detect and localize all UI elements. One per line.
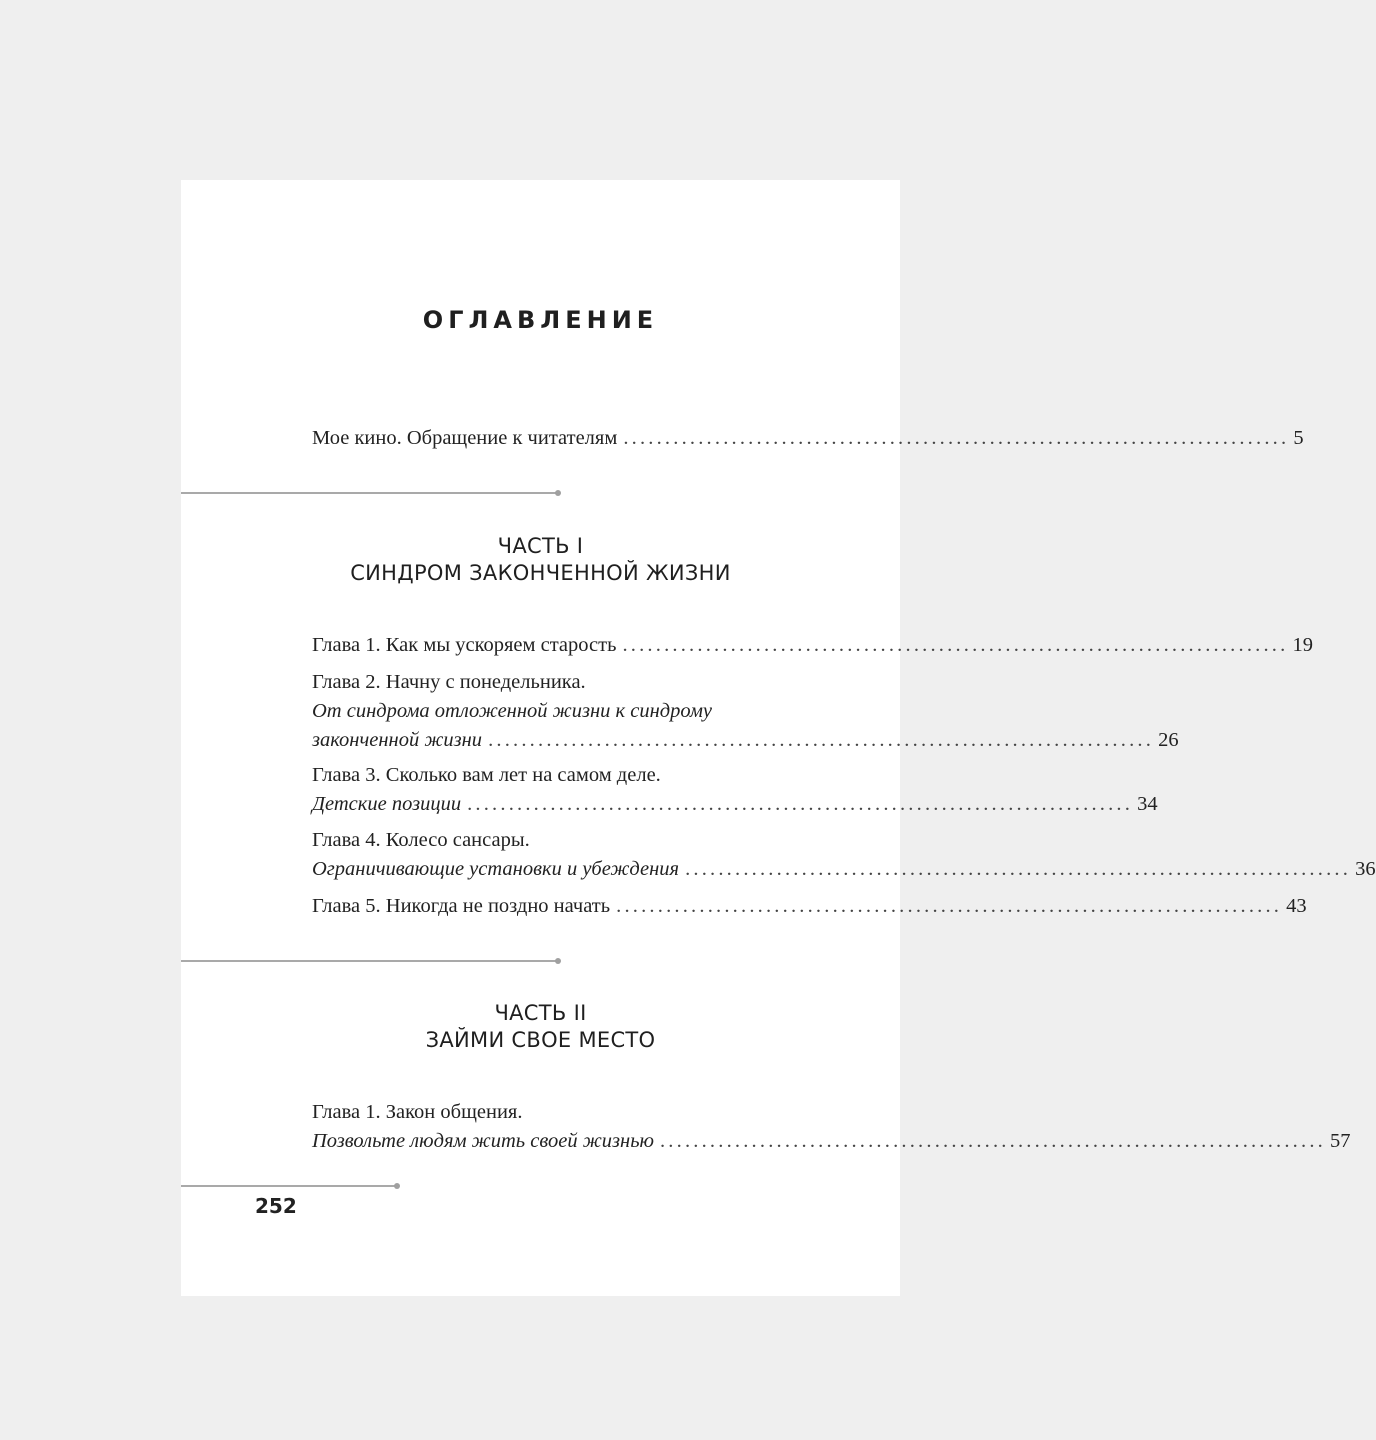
page-number: 252	[255, 1194, 297, 1218]
part-1-name: СИНДРОМ ЗАКОНЧЕННОЙ ЖИЗНИ	[350, 561, 731, 585]
dot-leader: ................................................................................	[616, 895, 1283, 917]
divider	[181, 960, 558, 962]
page-title: ОГЛАВЛЕНИЕ	[422, 306, 659, 334]
entry-page: 34	[1137, 793, 1158, 815]
entry-subtitle: Ограничивающие установки и убеждения	[312, 858, 680, 880]
entry-page: 57	[1329, 1130, 1351, 1152]
toc-entry-p2-ch1	[312, 1098, 1351, 1156]
part-1-heading	[181, 533, 900, 587]
toc-entry-p1-ch1	[312, 631, 1313, 660]
dot-leader: ................................................................................	[467, 793, 1134, 815]
entry-title: Глава 1. Закон общения.	[312, 1101, 523, 1123]
dot-leader: ................................................................................	[488, 729, 1155, 751]
entry-title: Глава 2. Начну с понедельника.	[312, 671, 586, 693]
entry-subtitle: Детские позиции	[312, 793, 462, 815]
entry-title: Мое кино. Обращение к читателям	[312, 427, 618, 449]
toc-entry-p1-ch3	[312, 761, 1158, 819]
part-2-heading	[181, 1000, 900, 1054]
book-page	[181, 180, 1376, 1296]
part-2-name: ЗАЙМИ СВОЕ МЕСТО	[425, 1028, 656, 1052]
entry-page: 36	[1355, 858, 1376, 880]
divider-dot	[555, 490, 561, 496]
divider	[181, 492, 558, 494]
divider	[181, 1185, 397, 1187]
entry-subtitle: От синдрома отложенной жизни к синдрому	[312, 700, 713, 722]
dot-leader: ................................................................................	[659, 1130, 1326, 1152]
divider-dot	[555, 958, 561, 964]
entry-subtitle-end: законченной жизни	[312, 729, 483, 751]
entry-title: Глава 1. Как мы ускоряем старость	[312, 634, 617, 656]
entry-title: Глава 3. Сколько вам лет на самом деле.	[312, 764, 661, 786]
dot-leader: ................................................................................	[622, 634, 1289, 656]
entry-title: Глава 5. Никогда не поздно начать	[312, 895, 611, 917]
dot-leader: ................................................................................	[623, 427, 1290, 449]
toc-entry-intro	[312, 424, 1304, 453]
part-1-label: ЧАСТЬ I	[497, 534, 584, 558]
toc-entry-p1-ch5	[312, 892, 1307, 921]
part-2-label: ЧАСТЬ II	[494, 1001, 587, 1025]
toc-entry-p1-ch4	[312, 826, 1376, 884]
entry-page: 26	[1158, 729, 1179, 751]
entry-page: 5	[1293, 427, 1304, 449]
toc-entry-p1-ch2	[312, 668, 1179, 755]
dot-leader: ................................................................................	[685, 858, 1352, 880]
entry-page: 19	[1292, 634, 1313, 656]
divider-dot	[394, 1183, 400, 1189]
entry-subtitle: Позвольте людям жить своей жизнью	[312, 1130, 654, 1152]
entry-title: Глава 4. Колесо сансары.	[312, 829, 530, 851]
entry-page: 43	[1286, 895, 1307, 917]
